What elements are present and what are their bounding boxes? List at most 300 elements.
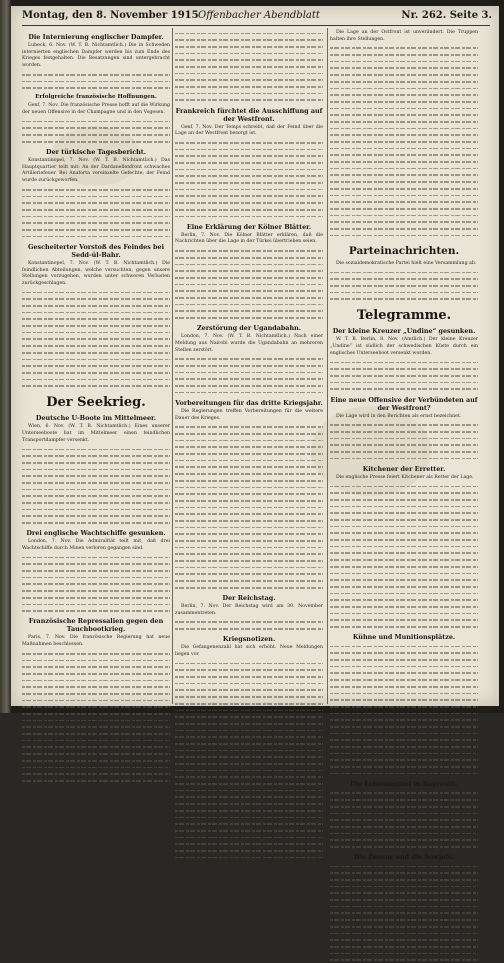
text-line [330,523,478,530]
text-line [330,92,478,99]
text-line [330,359,478,366]
text-line [175,376,323,383]
text-line [175,827,323,834]
text-line [175,807,323,814]
text-line [330,289,478,296]
text-line [330,172,478,179]
text-line [22,757,170,764]
text-line [22,125,170,132]
text-line [330,643,478,650]
text-line [22,363,170,370]
text-line [330,770,478,777]
text-line [22,568,170,575]
text-line [175,801,323,808]
text-line [22,574,170,581]
text-line [175,90,323,97]
text-line [22,309,170,316]
text-line [175,491,323,498]
text-line [330,597,478,604]
text-line [330,442,478,449]
text-line [330,435,478,442]
text-line [175,584,323,591]
text-line [175,774,323,781]
text-line [175,315,323,322]
text-line [22,724,170,731]
text-line [175,680,323,687]
text-line [330,199,478,206]
text-line [330,165,478,172]
section-headline: Parteinachrichten. [348,244,460,257]
text-line [175,847,323,854]
text-line [22,303,170,310]
text-line [22,664,170,671]
text-line [22,376,170,383]
text-line [330,863,478,870]
text-line [330,537,478,544]
text-line [175,389,323,396]
text-line [175,841,323,848]
text-line [175,571,323,578]
text-line [175,369,323,376]
text-line [330,557,478,564]
headline: Die Lebensmittel in Bayreuth. [350,779,458,788]
text-line [330,803,478,810]
text-line [330,837,478,844]
text-line [330,422,478,429]
text-line [330,490,478,497]
text-line [330,179,478,186]
section-headline: Telegramme. [356,308,452,324]
text-line [330,910,478,917]
text-line [175,180,323,187]
text-line [22,233,170,240]
text-line [330,890,478,897]
text-line [22,500,170,507]
text-line [175,166,323,173]
text-line [22,71,170,78]
article-text: W. T. B. Berlin, 8. Nov. (Amtlich.) Der kleine Kreuzer „Undine“ ist südlich der schwedischen Küste durch ein englisches Unterseeboot versenkt worden. [330,337,478,356]
text-line [175,206,323,213]
headline: Die Internierung englischer Dampfer. [28,33,164,41]
text-line [330,386,478,393]
text-line [22,771,170,778]
text-line [175,767,323,774]
text-line [175,551,323,558]
text-line [22,200,170,207]
text-line [330,750,478,757]
text-line [330,145,478,152]
text-line [22,206,170,213]
text-line [22,473,170,480]
date-line: Montag, den 8. November 1915 [22,10,199,21]
headline: Kriegsnotizen. [222,635,276,644]
text-line [22,466,170,473]
text-line [330,930,478,937]
text-line [330,590,478,597]
text-line [22,296,170,303]
text-line [330,483,478,490]
text-line [22,118,170,125]
text-line [330,212,478,219]
headline: Zerstörung der Ugandabahn. [197,324,301,333]
text-line [175,674,323,681]
headline: Gescheiterter Vorstoß des Feindes bei Sedd-ül-Bahr. [27,242,165,259]
text-line [22,711,170,718]
text-line [330,366,478,373]
text-line [330,455,478,462]
text-line [175,821,323,828]
text-line [22,554,170,561]
text-line [330,903,478,910]
text-line [175,497,323,504]
text-line [330,205,478,212]
text-line [22,369,170,376]
text-line [22,588,170,595]
text-line [22,193,170,200]
headline: Frankreich fürchtet die Ausschiffung auf der Westfront. [175,106,323,123]
text-line [175,694,323,701]
text-line [175,160,323,167]
text-line [22,486,170,493]
text-line [330,118,478,125]
text-line [175,531,323,538]
article-text: Konstantinopel, 7. Nov. (W. T. B. Nichtamtlich.) Das Hauptquartier teilt mit: An der Dardanellenfront schwaches Artilleriefeuer. Bei Anaforta vereinzelte Gefechte; der Feind wurde zurückgeworfen. [22,158,170,184]
text-line [175,544,323,551]
text-line [330,723,478,730]
text-line [330,717,478,724]
text-line [175,720,323,727]
text-line [175,424,323,431]
text-line [22,316,170,323]
text-line [22,690,170,697]
text-line [330,85,478,92]
text-line [330,683,478,690]
text-line [22,459,170,466]
text-line [175,431,323,438]
text-line [22,650,170,657]
text-line [175,254,323,261]
text-line [175,288,323,295]
text-line [330,710,478,717]
text-line [22,520,170,527]
text-line [330,152,478,159]
text-line [175,301,323,308]
text-line [22,383,170,390]
text-line [330,570,478,577]
text-line [175,477,323,484]
text-line [330,269,478,276]
adjacent-page-edge [0,0,11,713]
text-line [330,690,478,697]
text-line [330,764,478,771]
text-line [22,731,170,738]
text-line [175,294,323,301]
text-line [330,617,478,624]
text-line [330,757,478,764]
text-line [22,480,170,487]
article-text: Die Regierungen treffen Vorbereitungen für die weitere Dauer des Krieges. [175,408,323,421]
headline: Die Zensur und die Sowjets. [353,853,455,862]
text-line [22,657,170,664]
text-line [175,667,323,674]
text-line [175,814,323,821]
text-line [330,232,478,239]
text-line [22,506,170,513]
text-line [22,226,170,233]
text-line [22,220,170,227]
text-line [175,761,323,768]
text-line [330,830,478,837]
article-text: Berlin, 7. Nov. Der Reichstag wird am 30. November zusammentreten. [175,604,323,616]
headline: Deutsche U-Boote im Mittelmeer. [35,414,157,423]
text-line [22,704,170,711]
headline: Drei englische Wachtschiffe gesunken. [26,529,166,538]
text-line [22,138,170,145]
text-line [330,697,478,704]
text-line [330,112,478,119]
paper-name: Offenbacher Abendblatt [198,10,320,21]
text-line [330,937,478,944]
text-line [175,30,323,37]
masthead-rule [22,25,490,26]
column-2 [175,30,323,702]
article-text: Die sozialdemokratische Partei hielt eine Versammlung ab. [336,260,477,266]
text-line [175,274,323,281]
text-line [330,52,478,59]
text-line [22,85,170,92]
text-line [22,608,170,615]
text-line [330,372,478,379]
text-line [175,153,323,160]
text-line [330,510,478,517]
headline: Erfolgreiche französische Hoffnungen. [35,94,157,101]
text-line [175,70,323,77]
text-line [175,437,323,444]
text-line [330,225,478,232]
text-line [330,530,478,537]
text-line [330,58,478,65]
text-line [175,444,323,451]
text-line [175,517,323,524]
text-line [175,747,323,754]
text-line [330,737,478,744]
issue-page: Nr. 262. Seite 3. [401,10,492,21]
text-line [330,105,478,112]
text-line [175,248,323,255]
text-line [330,45,478,52]
text-line [330,957,478,963]
text-line [175,707,323,714]
text-line [175,754,323,761]
text-line [22,78,170,85]
text-line [175,834,323,841]
text-line [175,700,323,707]
text-line [330,185,478,192]
article-text: Genf, 7. Nov. Die französische Presse hofft auf die Wirkung der neuen Offensive in der Champagne und in den Vogesen. [22,103,170,116]
text-line [330,917,478,924]
headline: Vorbereitungen für das dritte Kriegsjahr. [175,398,323,407]
masthead [22,10,494,24]
text-line [330,610,478,617]
headline: Der Reichstag. [222,594,276,603]
text-line [330,877,478,884]
article-text: Die englische Presse feiert Kitchener als Retter der Lage. [336,474,474,480]
text-line [330,670,478,677]
text-line [330,139,478,146]
text-line [175,50,323,57]
text-line [22,717,170,724]
text-line [175,660,323,667]
text-line [175,281,323,288]
text-line [330,98,478,105]
text-line [175,308,323,315]
text-line [175,504,323,511]
text-line [330,543,478,550]
article-text: London, 7. Nov. (W. T. B. Nichtamtlich.) Nach einer Meldung aus Nairobi wurde die Ugandabahn an mehreren Stellen zerstört. [175,334,323,353]
text-line [175,261,323,268]
text-line [175,484,323,491]
headline: Der türkische Tagesbericht. [46,148,146,157]
text-line [22,697,170,704]
text-line [175,193,323,200]
text-line [175,173,323,180]
text-line [175,511,323,518]
text-line [330,603,478,610]
text-line [22,513,170,520]
headline: Eine Erklärung der Kölner Blätter. [186,222,312,231]
text-line [22,677,170,684]
text-line [175,740,323,747]
text-line [22,349,170,356]
text-line [175,97,323,104]
text-line [22,670,170,677]
text-line [175,619,323,626]
text-line [330,65,478,72]
text-line [330,563,478,570]
text-line [22,132,170,139]
headline: Der kleine Kreuzer „Undine“ gesunken. [332,327,476,336]
text-line [330,897,478,904]
text-line [22,777,170,784]
text-line [175,727,323,734]
text-line [22,356,170,363]
text-line [330,650,478,657]
text-line [175,854,323,861]
text-line [330,817,478,824]
text-line [330,577,478,584]
text-line [22,561,170,568]
text-line [330,663,478,670]
text-line [22,581,170,588]
headline: Eine neue Offensive der Verbündeten auf der Westfront? [330,395,478,412]
article-text: Die Lage an der Ostfront ist unverändert. Die Truppen halten ihre Stellungen. [330,30,478,42]
article-text: Lubeck, 6. Nov. (W. T. B. Nichtamtlich.) Die in Schweden internierten englischen Dampfer werden bis zum Ende des Krieges festgehalten. Die Besatzungen sind untergebracht worden. [22,43,170,69]
text-line [22,186,170,193]
text-line [22,289,170,296]
text-line [22,493,170,500]
headline: Französische Repressalien gegen den Tauchbootkrieg. [28,617,164,634]
text-line [22,751,170,758]
text-line [22,323,170,330]
article-text: Wien, 6. Nov. (W. T. B. Nichtamtlich.) Eines unserer Unterseeboote hat im Mittelmeer einen feindlichen Transportdampfer versenkt. [22,424,170,443]
text-line [175,77,323,84]
text-line [175,451,323,458]
text-line [330,810,478,817]
text-line [175,362,323,369]
text-line [175,383,323,390]
text-line [175,626,323,633]
text-line [330,125,478,132]
text-line [330,132,478,139]
text-line [175,578,323,585]
article-text: Konstantinopel, 7. Nov. (W. T. B. Nichtamtlich.) Die feindlichen Abteilungen, welche versuchten, gegen unsere Stellungen vorzugehen, wurden unter schweren Verlusten zurückgeschlagen. [22,260,170,286]
text-line [330,870,478,877]
text-line [330,657,478,664]
text-line [330,448,478,455]
column-rule [172,28,173,704]
text-line [330,78,478,85]
article-text: London, 7. Nov. Die Admiralität teilt mit, daß drei Wachtschiffe durch Minen verloren gegangen sind. [22,539,170,552]
text-line [22,446,170,453]
text-line [22,601,170,608]
text-line [330,843,478,850]
text-line [330,730,478,737]
text-line [22,684,170,691]
text-line [330,677,478,684]
text-line [175,200,323,207]
text-line [330,624,478,631]
article-text: Genf, 7. Nov. Der Temps schreibt, daß der Feind über die Lage an der Westfront besorgt ist. [175,124,323,137]
article-text: Die Gefangenenzahl hat sich erhöht. Neue Meldungen liegen vor. [175,645,323,657]
text-line [175,84,323,91]
column-3 [330,30,478,862]
text-line [175,186,323,193]
article-text: Die Lage wird in den Berichten als ernst bezeichnet. [336,413,462,419]
text-line [330,496,478,503]
text-line [22,744,170,751]
column-rule [327,28,328,704]
text-line [175,139,323,146]
text-line [175,471,323,478]
text-line [330,517,478,524]
text-line [175,538,323,545]
text-line [330,883,478,890]
text-line [175,37,323,44]
text-line [175,457,323,464]
text-line [330,428,478,435]
headline: Kühne und Munitionsplätze. [352,633,456,642]
text-line [330,823,478,830]
text-line [175,714,323,721]
text-line [330,744,478,751]
text-line [175,464,323,471]
text-line [175,268,323,275]
text-line [22,329,170,336]
text-line [175,63,323,70]
text-line [175,57,323,64]
text-line [175,781,323,788]
text-line [330,703,478,710]
section-headline: Der Seekrieg. [46,395,146,411]
article-text: Berlin, 7. Nov. Die Kölner Blätter erklären, daß die Nachrichten über die Lage in der Türkei übertrieben seien. [175,232,323,245]
text-line [22,594,170,601]
text-line [330,503,478,510]
text-line [22,737,170,744]
column-1 [22,30,170,702]
text-line [175,734,323,741]
text-line [330,550,478,557]
text-line [22,336,170,343]
